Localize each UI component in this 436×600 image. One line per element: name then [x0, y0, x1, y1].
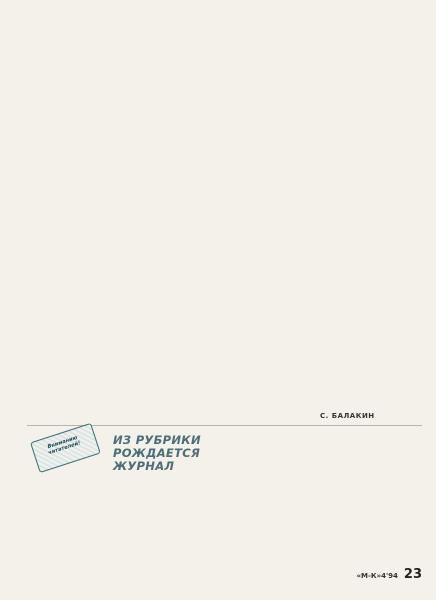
- announcement-section: [27, 428, 422, 556]
- page-number: 23: [403, 567, 422, 582]
- announcement-text-left: [27, 480, 227, 552]
- page-footer: [357, 567, 423, 582]
- article-column-3: [297, 26, 421, 326]
- author-signature: С. БАЛАКИН: [320, 412, 375, 420]
- announcement-text-right: [234, 432, 422, 552]
- stamp-label: Вниманию читателей!: [46, 434, 82, 457]
- announcement-headline: ИЗ РУБРИКИ РОЖДАЕТСЯ ЖУРНАЛ: [113, 433, 201, 473]
- article-column-1: [27, 26, 151, 446]
- article-column-2: [162, 26, 286, 446]
- attention-stamp: [30, 423, 102, 482]
- issue-label: «М-К»4'94: [356, 572, 398, 580]
